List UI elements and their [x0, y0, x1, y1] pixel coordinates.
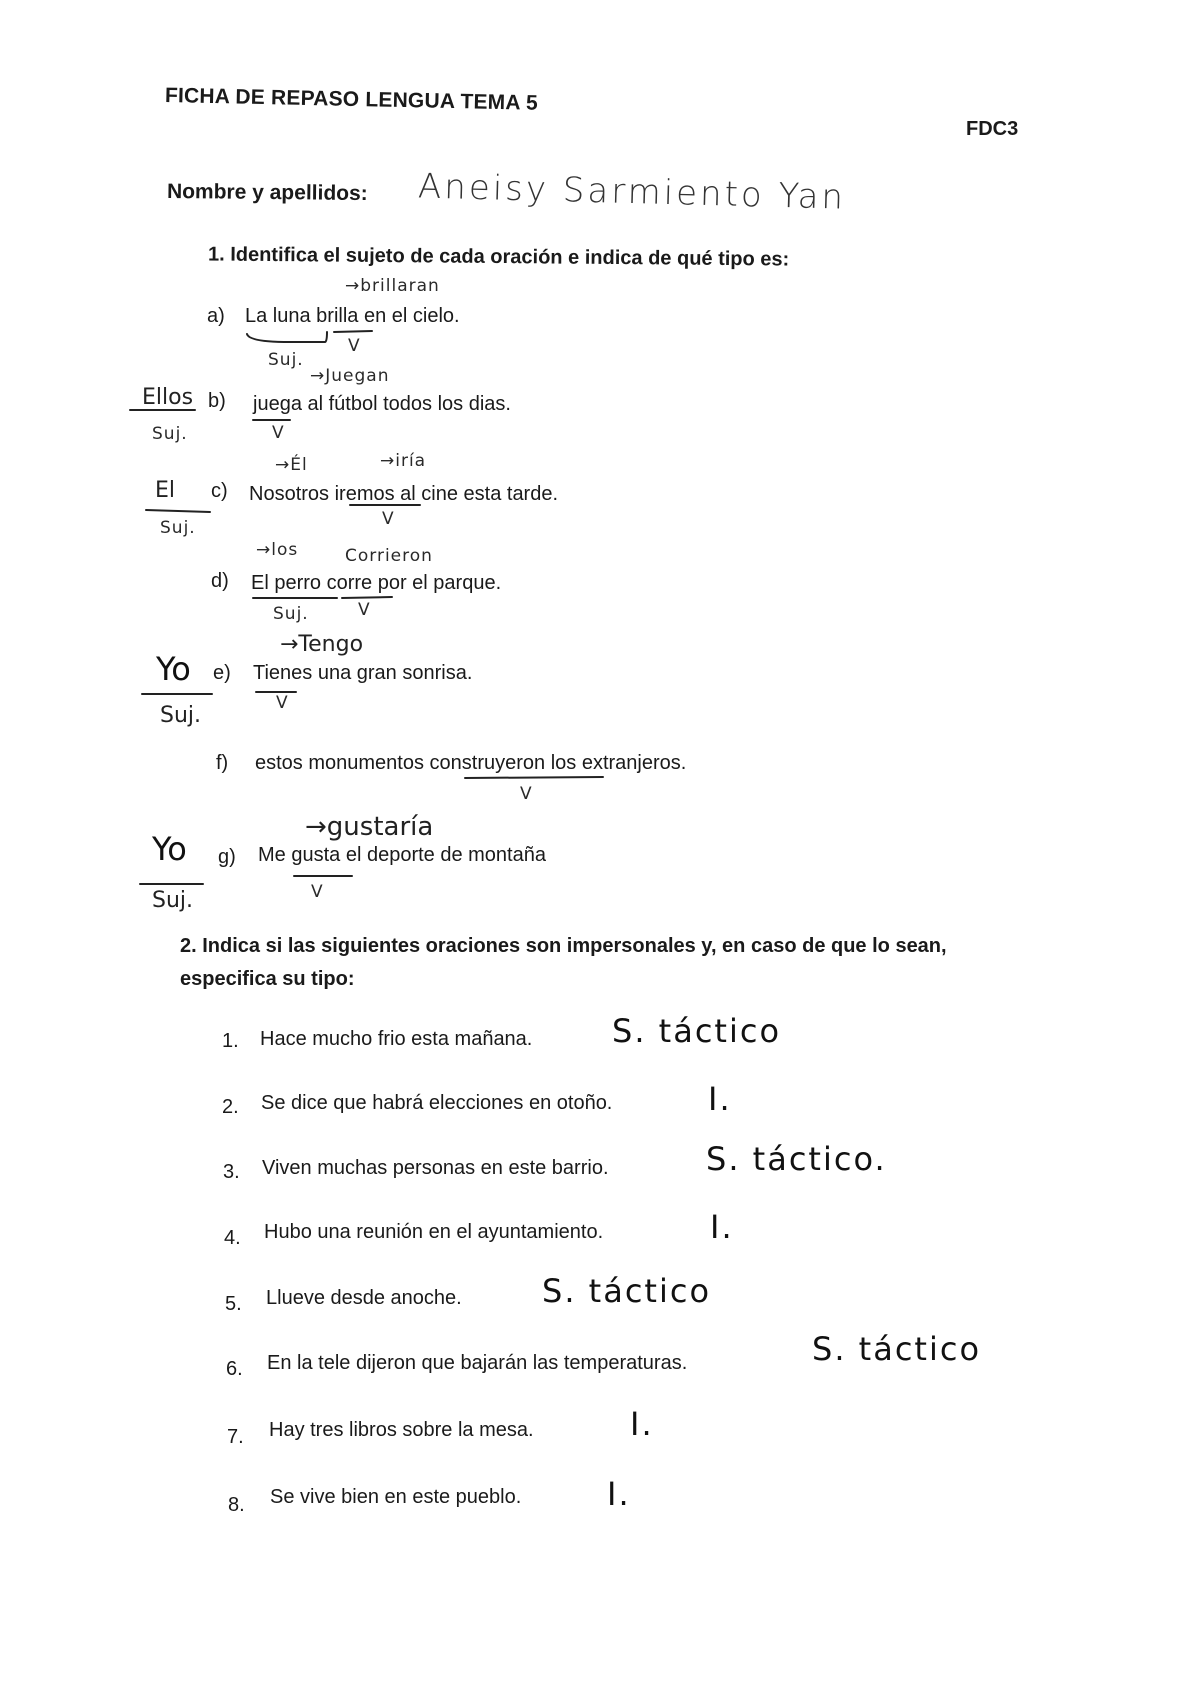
ex2-item-6-num: 6. — [226, 1358, 243, 1380]
ex2-item-1-answer: S. táctico — [612, 1012, 782, 1050]
ex2-item-7-sentence: Hay tres libros sobre la mesa. — [269, 1419, 534, 1441]
item-c-subject-mark: Suj. — [160, 518, 196, 538]
ex2-item-6-sentence: En la tele dijeron que bajarán las temperaturas. — [267, 1352, 688, 1374]
correction-d: Corrieron — [345, 546, 433, 566]
item-g-verb-mark: V — [311, 882, 324, 902]
ex2-item-8-answer: I. — [607, 1475, 631, 1513]
underline-a-verb — [334, 331, 372, 332]
item-g-subject-handwritten: Yo — [152, 830, 187, 868]
ex2-item-7-answer: I. — [630, 1405, 654, 1443]
ex2-item-2-answer: I. — [708, 1080, 732, 1118]
name-label: Nombre y apellidos: — [166, 179, 368, 206]
ex2-item-5-sentence: Llueve desde anoche. — [266, 1287, 462, 1309]
ex2-item-2-sentence: Se dice que habrá elecciones en otoño. — [261, 1092, 613, 1114]
ex2-item-8-num: 8. — [228, 1494, 245, 1516]
item-g-sentence: Me gusta el deporte de montaña — [258, 844, 546, 866]
correction-c-subject: →Él — [275, 455, 308, 475]
ex2-item-4-answer: I. — [710, 1208, 734, 1246]
item-g-letter: g) — [218, 846, 236, 868]
ex2-item-4-sentence: Hubo una reunión en el ayuntamiento. — [264, 1221, 604, 1243]
ex2-item-5-answer: S. táctico — [542, 1272, 712, 1310]
item-e-sentence: Tienes una gran sonrisa. — [253, 662, 473, 684]
ex2-item-7-num: 7. — [227, 1426, 244, 1448]
underline-d-verb — [342, 597, 392, 598]
exercise2-heading-2: especifica su tipo: — [180, 968, 355, 990]
ex2-item-1-sentence: Hace mucho frio esta mañana. — [260, 1028, 533, 1050]
ex2-item-3-num: 3. — [223, 1161, 240, 1183]
ex2-item-5-num: 5. — [225, 1293, 242, 1315]
ex2-item-6-answer: S. táctico — [812, 1330, 982, 1368]
item-c-letter: c) — [211, 480, 228, 502]
item-c-verb-mark: V — [382, 509, 395, 529]
item-f-sentence: estos monumentos construyeron los extranjeros. — [255, 752, 687, 774]
item-c-sentence: Nosotros iremos al cine esta tarde. — [249, 483, 559, 505]
item-a-verb-mark: V — [348, 336, 361, 356]
item-b-sentence: juega al fútbol todos los dias. — [253, 393, 511, 415]
item-b-verb-mark: V — [272, 423, 285, 443]
correction-g: →gustaría — [305, 812, 434, 842]
correction-b: →Juegan — [310, 366, 390, 386]
student-name-handwritten: Aneisy Sarmiento Yan — [417, 166, 847, 218]
underline-a-subject — [247, 332, 327, 342]
item-b-letter: b) — [208, 390, 226, 412]
item-g-subject-mark: Suj. — [152, 888, 194, 913]
ex2-item-8-sentence: Se vive bien en este pueblo. — [270, 1486, 522, 1508]
item-d-letter: d) — [211, 570, 229, 592]
item-e-letter: e) — [213, 662, 231, 684]
item-a-sentence: La luna brilla en el cielo. — [245, 305, 460, 327]
correction-e: →Tengo — [280, 632, 364, 657]
exercise2-heading: 2. Indica si las siguientes oraciones son impersonales y, en caso de que lo sean, — [180, 935, 947, 957]
correction-d-subject: →los — [256, 540, 299, 560]
exercise1-heading: 1. Identifica el sujeto de cada oración e indica de qué tipo es: — [207, 243, 790, 271]
item-b-subject-mark: Suj. — [152, 424, 188, 444]
worksheet-title: FICHA DE REPASO LENGUA TEMA 5 — [164, 84, 539, 115]
ex2-item-3-answer: S. táctico. — [706, 1140, 887, 1178]
ex2-item-3-sentence: Viven muchas personas en este barrio. — [262, 1157, 609, 1179]
item-a-letter: a) — [207, 305, 225, 327]
item-e-verb-mark: V — [276, 693, 289, 713]
item-a-subject-mark: Suj. — [268, 350, 304, 370]
item-f-verb-mark: V — [520, 784, 533, 804]
item-b-subject-handwritten: Ellos — [142, 385, 194, 410]
item-c-subject-handwritten: El — [155, 478, 176, 503]
ex2-item-2-num: 2. — [222, 1096, 239, 1118]
item-d-verb-mark: V — [358, 600, 371, 620]
item-f-letter: f) — [216, 752, 229, 774]
item-d-subject-mark: Suj. — [273, 604, 309, 624]
correction-a: →brillaran — [345, 276, 440, 296]
underline-f-verb — [465, 777, 603, 778]
ex2-item-4-num: 4. — [224, 1227, 241, 1249]
worksheet-code: FDC3 — [966, 118, 1019, 140]
correction-c: →iría — [380, 451, 427, 471]
underline-c-left — [146, 510, 210, 512]
ex2-item-1-num: 1. — [222, 1030, 239, 1052]
item-e-subject-handwritten: Yo — [156, 650, 191, 688]
item-e-subject-mark: Suj. — [160, 703, 202, 728]
item-d-sentence: El perro corre por el parque. — [251, 572, 502, 594]
